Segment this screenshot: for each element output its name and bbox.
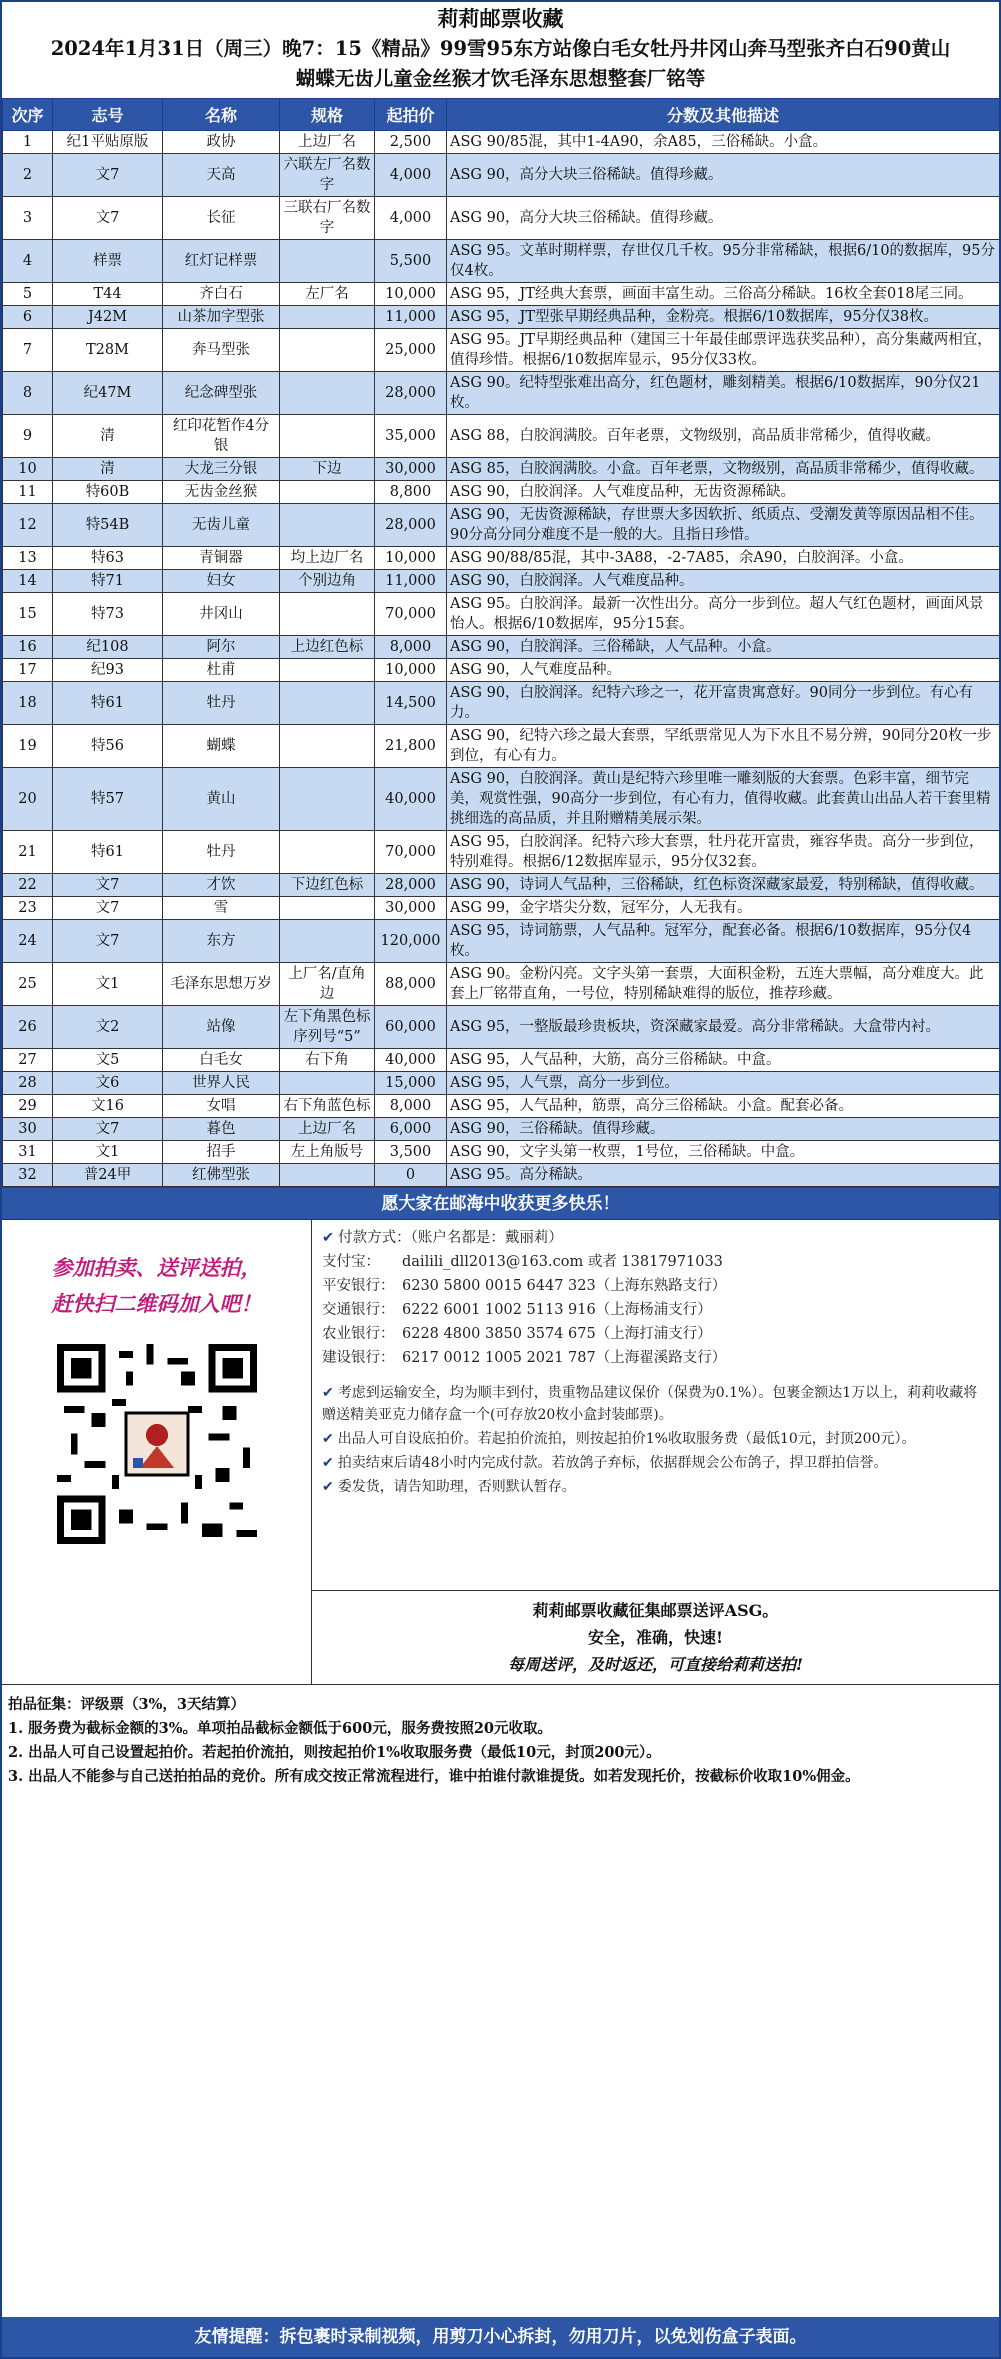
table-row xyxy=(3,920,1000,963)
note-text: 出品人可自设底拍价。若起拍价流拍，则按起拍价1%收取服务费（最低10元，封顶200元）。 xyxy=(337,1431,916,1447)
cell-price: 14,500 xyxy=(375,682,447,725)
cell-no: 9 xyxy=(3,415,53,458)
cell-no: 14 xyxy=(3,570,53,593)
cell-code: 特57 xyxy=(53,768,163,831)
account-label: 交通银行： xyxy=(322,1302,395,1318)
cell-code: 纪108 xyxy=(53,636,163,659)
account-value: dailili_dll2013@163.com 或者 13817971033 xyxy=(402,1254,723,1270)
cell-spec xyxy=(280,372,375,415)
cell-name: 井冈山 xyxy=(163,593,280,636)
cell-name: 纪念碑型张 xyxy=(163,372,280,415)
cell-spec: 下边 xyxy=(280,458,375,481)
cell-price: 8,000 xyxy=(375,1095,447,1118)
cell-spec: 三联右厂名数字 xyxy=(280,197,375,240)
table-row xyxy=(3,131,1000,154)
cell-price: 3,500 xyxy=(375,1141,447,1164)
table-header-row xyxy=(3,99,1000,131)
greeting-banner: 愿大家在邮海中收获更多快乐！ xyxy=(2,1187,999,1219)
cell-name: 女唱 xyxy=(163,1095,280,1118)
cell-spec: 右下角蓝色标 xyxy=(280,1095,375,1118)
col-header-no: 次序 xyxy=(3,99,53,131)
cell-spec xyxy=(280,415,375,458)
cell-code: 特73 xyxy=(53,593,163,636)
cell-no: 21 xyxy=(3,831,53,874)
col-header-name: 名称 xyxy=(163,99,280,131)
note-item xyxy=(322,1476,989,1498)
cell-no: 28 xyxy=(3,1072,53,1095)
table-row xyxy=(3,504,1000,547)
cell-desc: ASG 95，诗词筋票，人气品种。冠军分，配套必备。根据6/10数据库，95分仅4枚。 xyxy=(447,920,1000,963)
cell-desc: ASG 95，人气票，高分一步到位。 xyxy=(447,1072,1000,1095)
cell-spec: 上边厂名 xyxy=(280,131,375,154)
cell-code: 特71 xyxy=(53,570,163,593)
table-row xyxy=(3,636,1000,659)
cell-name: 长征 xyxy=(163,197,280,240)
table-row xyxy=(3,659,1000,682)
check-icon: ✔ xyxy=(322,1230,335,1246)
cell-code: 特63 xyxy=(53,547,163,570)
cell-desc: ASG 90，纪特六珍之最大套票，罕纸票常见人为下水且不易分辨，90同分20枚一步到位，有心有力。 xyxy=(447,725,1000,768)
account-row xyxy=(322,1346,989,1370)
account-value: 6230 5800 0015 6447 323（上海东熟路支行） xyxy=(402,1278,727,1294)
cell-desc: ASG 95，JT经典大套票，画面丰富生动。三俗高分稀缺。16枚全套018尾三同。 xyxy=(447,283,1000,306)
cell-name: 红灯记样票 xyxy=(163,240,280,283)
cell-desc: ASG 95。JT早期经典品种（建国三十年最佳邮票评选获奖品种），高分集藏两相宜，值得珍惜。根据6/10数据库显示，95分仅33枚。 xyxy=(447,329,1000,372)
cell-price: 28,000 xyxy=(375,504,447,547)
cell-desc: ASG 99，金字塔尖分数，冠军分，人无我有。 xyxy=(447,897,1000,920)
cell-name: 妇女 xyxy=(163,570,280,593)
header xyxy=(2,2,999,98)
cell-no: 1 xyxy=(3,131,53,154)
cell-name: 杜甫 xyxy=(163,659,280,682)
cell-spec: 右下角 xyxy=(280,1049,375,1072)
col-header-price: 起拍价 xyxy=(375,99,447,131)
table-row xyxy=(3,240,1000,283)
cell-price: 5,500 xyxy=(375,240,447,283)
cell-code: 文7 xyxy=(53,197,163,240)
lots-table-body xyxy=(3,131,1000,1187)
cell-desc: ASG 90。金粉闪亮。文字头第一套票，大面积金粉，五连大票幅，高分难度大。此套上厂铭带直角，一号位，特别稀缺难得的版位，推荐珍藏。 xyxy=(447,963,1000,1006)
account-value: 6228 4800 3850 3574 675（上海打浦支行） xyxy=(402,1326,712,1342)
cell-no: 3 xyxy=(3,197,53,240)
cell-price: 60,000 xyxy=(375,1006,447,1049)
cell-desc: ASG 90，无齿资源稀缺，存世票大多因软折、纸质点、受潮发黄等原因品相不佳。90分高分同分难度不是一般的大。且指日珍惜。 xyxy=(447,504,1000,547)
cell-spec: 左下角黑色标序列号“5” xyxy=(280,1006,375,1049)
cell-price: 4,000 xyxy=(375,154,447,197)
cell-name: 站像 xyxy=(163,1006,280,1049)
cell-price: 40,000 xyxy=(375,768,447,831)
cell-code: 文1 xyxy=(53,1141,163,1164)
cell-desc: ASG 90，高分大块三俗稀缺。值得珍藏。 xyxy=(447,197,1000,240)
table-row xyxy=(3,1006,1000,1049)
cell-no: 12 xyxy=(3,504,53,547)
check-icon: ✔ xyxy=(322,1385,334,1401)
cell-spec: 六联左厂名数字 xyxy=(280,154,375,197)
col-header-desc: 分数及其他描述 xyxy=(447,99,1000,131)
account-label: 建设银行： xyxy=(322,1350,395,1366)
table-row xyxy=(3,1072,1000,1095)
account-value: 6222 6001 1002 5113 916（上海杨浦支行） xyxy=(402,1302,712,1318)
cell-spec xyxy=(280,306,375,329)
note-item xyxy=(322,1428,989,1450)
cell-no: 20 xyxy=(3,768,53,831)
cell-name: 无齿儿童 xyxy=(163,504,280,547)
table-row xyxy=(3,831,1000,874)
cell-no: 10 xyxy=(3,458,53,481)
cell-desc: ASG 90，白胶润泽。人气难度品种。 xyxy=(447,570,1000,593)
account-label: 支付宝： xyxy=(322,1254,380,1270)
note-text: 拍卖结束后请48小时内完成付款。若放鸽子弃标，依据群规会公布鸽子，捍卫群拍信誉。 xyxy=(337,1455,888,1471)
cell-code: 清 xyxy=(53,415,163,458)
cell-no: 7 xyxy=(3,329,53,372)
cell-name: 阿尔 xyxy=(163,636,280,659)
cell-spec xyxy=(280,504,375,547)
table-row xyxy=(3,897,1000,920)
cell-name: 红印花暂作4分银 xyxy=(163,415,280,458)
cell-no: 5 xyxy=(3,283,53,306)
cell-desc: ASG 95，白胶润泽。纪特六珍大套票，牡丹花开富贵，雍容华贵。高分一步到位，特别难得。根据6/12数据库显示，95分仅32套。 xyxy=(447,831,1000,874)
cell-code: 样票 xyxy=(53,240,163,283)
cell-name: 无齿金丝猴 xyxy=(163,481,280,504)
cell-no: 32 xyxy=(3,1164,53,1187)
cell-name: 世界人民 xyxy=(163,1072,280,1095)
cell-name: 蝴蝶 xyxy=(163,725,280,768)
cell-no: 23 xyxy=(3,897,53,920)
account-label: 农业银行： xyxy=(322,1326,395,1342)
cell-price: 88,000 xyxy=(375,963,447,1006)
cell-price: 28,000 xyxy=(375,372,447,415)
cell-no: 26 xyxy=(3,1006,53,1049)
table-row xyxy=(3,768,1000,831)
cell-spec xyxy=(280,659,375,682)
account-row xyxy=(322,1274,989,1298)
cell-code: 特61 xyxy=(53,831,163,874)
cell-no: 27 xyxy=(3,1049,53,1072)
cell-price: 15,000 xyxy=(375,1072,447,1095)
table-row xyxy=(3,306,1000,329)
cell-spec xyxy=(280,1072,375,1095)
cell-desc: ASG 88，白胶润满胶。百年老票，文物级别，高品质非常稀少，值得收藏。 xyxy=(447,415,1000,458)
cell-no: 4 xyxy=(3,240,53,283)
cell-no: 2 xyxy=(3,154,53,197)
table-row xyxy=(3,415,1000,458)
cell-price: 21,800 xyxy=(375,725,447,768)
slogan-line-3: 每周送评，及时返还，可直接给莉莉送拍! xyxy=(507,1655,804,1674)
cell-price: 40,000 xyxy=(375,1049,447,1072)
cell-spec xyxy=(280,920,375,963)
cell-spec xyxy=(280,240,375,283)
cell-spec xyxy=(280,725,375,768)
note-item xyxy=(322,1382,989,1426)
cell-desc: ASG 90，白胶润泽。三俗稀缺，人气品种。小盒。 xyxy=(447,636,1000,659)
cell-price: 30,000 xyxy=(375,458,447,481)
cell-code: 文6 xyxy=(53,1072,163,1095)
account-value: 6217 0012 1005 2021 787（上海翟溪路支行） xyxy=(402,1350,727,1366)
col-header-spec: 规格 xyxy=(280,99,375,131)
cell-price: 10,000 xyxy=(375,659,447,682)
cell-spec xyxy=(280,897,375,920)
cell-price: 35,000 xyxy=(375,415,447,458)
col-header-code: 志号 xyxy=(53,99,163,131)
table-row xyxy=(3,283,1000,306)
cell-name: 暮色 xyxy=(163,1118,280,1141)
cell-spec xyxy=(280,831,375,874)
cell-code: 清 xyxy=(53,458,163,481)
cell-price: 11,000 xyxy=(375,306,447,329)
table-row xyxy=(3,682,1000,725)
table-row xyxy=(3,481,1000,504)
slogan-line-2: 安全，准确，快速! xyxy=(587,1628,724,1647)
cell-code: 普24甲 xyxy=(53,1164,163,1187)
cell-code: T44 xyxy=(53,283,163,306)
cell-no: 31 xyxy=(3,1141,53,1164)
table-row xyxy=(3,570,1000,593)
cell-spec: 左上角版号 xyxy=(280,1141,375,1164)
cell-spec xyxy=(280,329,375,372)
cell-price: 10,000 xyxy=(375,547,447,570)
cell-spec: 个别边角 xyxy=(280,570,375,593)
cell-no: 15 xyxy=(3,593,53,636)
table-row xyxy=(3,154,1000,197)
consignment-rules xyxy=(2,1685,999,1797)
cell-desc: ASG 95，JT型张早期经典品种，金粉亮。根据6/10数据库，95分仅38枚。 xyxy=(447,306,1000,329)
cell-desc: ASG 90，人气难度品种。 xyxy=(447,659,1000,682)
table-row xyxy=(3,593,1000,636)
cell-desc: ASG 90，白胶润泽。人气难度品种，无齿资源稀缺。 xyxy=(447,481,1000,504)
promo-panel xyxy=(2,1220,312,1684)
cell-name: 雪 xyxy=(163,897,280,920)
account-label: 平安银行： xyxy=(322,1278,395,1294)
cell-name: 才饮 xyxy=(163,874,280,897)
cell-price: 28,000 xyxy=(375,874,447,897)
shipping-notes xyxy=(312,1376,999,1506)
cell-desc: ASG 85，白胶润满胶。小盒。百年老票，文物级别，高品质非常稀少，值得收藏。 xyxy=(447,458,1000,481)
cell-name: 牡丹 xyxy=(163,682,280,725)
account-row xyxy=(322,1298,989,1322)
cell-no: 16 xyxy=(3,636,53,659)
note-text: 委发货，请告知助理，否则默认暂存。 xyxy=(337,1479,576,1495)
cell-desc: ASG 95。文革时期样票，存世仅几千枚。95分非常稀缺，根据6/10的数据库，95分仅4枚。 xyxy=(447,240,1000,283)
cell-code: 文7 xyxy=(53,874,163,897)
cell-spec xyxy=(280,481,375,504)
payment-panel xyxy=(312,1220,999,1684)
rule-item: 2. 出品人可自己设置起拍价。若起拍价流拍，则按起拍价1%收取服务费（最低10元，封顶200元）。 xyxy=(8,1744,661,1761)
cell-price: 0 xyxy=(375,1164,447,1187)
cell-name: 齐白石 xyxy=(163,283,280,306)
cell-price: 30,000 xyxy=(375,897,447,920)
cell-desc: ASG 90/88/85混，其中-3A88，-2-7A85，余A90，白胶润泽。小盒。 xyxy=(447,547,1000,570)
cell-name: 大龙三分银 xyxy=(163,458,280,481)
rule-item: 1. 服务费为截标金额的3%。单项拍品截标金额低于600元，服务费按照20元收取。 xyxy=(8,1720,552,1737)
cell-price: 25,000 xyxy=(375,329,447,372)
table-row xyxy=(3,1141,1000,1164)
cell-no: 25 xyxy=(3,963,53,1006)
cell-desc: ASG 90，白胶润泽。黄山是纪特六珍里唯一雕刻版的大套票。色彩丰富，细节完美，观赏性强，90高分一步到位，有心有力，值得收藏。此套黄山出品人若干套里精挑细选的高品质，并且附赠精美展示架。 xyxy=(447,768,1000,831)
cell-no: 30 xyxy=(3,1118,53,1141)
consignment-slogan xyxy=(312,1590,999,1684)
cell-no: 24 xyxy=(3,920,53,963)
cell-code: 纪93 xyxy=(53,659,163,682)
cell-no: 17 xyxy=(3,659,53,682)
cell-code: 文1 xyxy=(53,963,163,1006)
cell-desc: ASG 95，人气品种，筋票，高分三俗稀缺。小盒。配套必备。 xyxy=(447,1095,1000,1118)
payment-info xyxy=(312,1220,999,1376)
lots-table xyxy=(2,98,1000,1187)
table-row xyxy=(3,874,1000,897)
cell-price: 10,000 xyxy=(375,283,447,306)
cell-code: J42M xyxy=(53,306,163,329)
table-row xyxy=(3,1095,1000,1118)
cell-spec: 左厂名 xyxy=(280,283,375,306)
table-row xyxy=(3,197,1000,240)
qr-code-icon[interactable] xyxy=(57,1344,257,1544)
cell-desc: ASG 90，诗词人气品种，三俗稀缺，红色标资深藏家最爱，特别稀缺，值得收藏。 xyxy=(447,874,1000,897)
cell-spec: 上边红色标 xyxy=(280,636,375,659)
account-row xyxy=(322,1250,989,1274)
cell-spec: 上厂名/直角边 xyxy=(280,963,375,1006)
cell-price: 120,000 xyxy=(375,920,447,963)
cell-name: 白毛女 xyxy=(163,1049,280,1072)
cell-code: 文5 xyxy=(53,1049,163,1072)
cell-code: 特56 xyxy=(53,725,163,768)
cell-code: 特54B xyxy=(53,504,163,547)
slogan-line-1: 莉莉邮票收藏征集邮票送评ASG。 xyxy=(532,1601,779,1620)
cell-price: 11,000 xyxy=(375,570,447,593)
cell-code: 文7 xyxy=(53,920,163,963)
cell-desc: ASG 95。白胶润泽。最新一次性出分。高分一步到位。超人气红色题材，画面风景怡人。根据6/10数据库，95分15套。 xyxy=(447,593,1000,636)
payment-title: ✔ 付款方式：（账户名都是：戴丽莉） xyxy=(322,1230,563,1246)
table-row xyxy=(3,725,1000,768)
cell-name: 天高 xyxy=(163,154,280,197)
note-text: 考虑到运输安全，均为顺丰到付，贵重物品建议保价（保费为0.1%）。包裹金额达1万以上，莉莉收藏将赠送精美亚克力储存盒一个(可存放20枚小盒封装邮票)。 xyxy=(322,1385,978,1423)
cell-no: 22 xyxy=(3,874,53,897)
footer-reminder: 友情提醒：拆包裹时录制视频，用剪刀小心拆封，勿用刀片，以免划伤盒子表面。 xyxy=(2,2317,999,2357)
cell-code: 文7 xyxy=(53,897,163,920)
cell-code: 文7 xyxy=(53,1118,163,1141)
cell-price: 6,000 xyxy=(375,1118,447,1141)
promo-line-1: 参加拍卖、送评送拍， xyxy=(51,1255,262,1280)
rule-item: 拍品征集：评级票（3%，3天结算） xyxy=(8,1696,245,1713)
cell-no: 29 xyxy=(3,1095,53,1118)
promo-line-2: 赶快扫二维码加入吧！ xyxy=(51,1291,262,1316)
cell-spec: 上边厂名 xyxy=(280,1118,375,1141)
cell-spec xyxy=(280,593,375,636)
rule-item: 3. 出品人不能参与自己送拍拍品的竞价。所有成交按正常流程进行，谁中拍谁付款谁提货。如若发现托价，按截标价收取10%佣金。 xyxy=(8,1768,860,1785)
header-line-3: 蝴蝶无齿儿童金丝猴才饮毛泽东思想整套厂铭等 xyxy=(295,67,706,90)
cell-price: 8,800 xyxy=(375,481,447,504)
cell-desc: ASG 90，三俗稀缺。值得珍藏。 xyxy=(447,1118,1000,1141)
cell-code: 文2 xyxy=(53,1006,163,1049)
cell-code: 文16 xyxy=(53,1095,163,1118)
cell-no: 13 xyxy=(3,547,53,570)
table-row xyxy=(3,329,1000,372)
cell-no: 8 xyxy=(3,372,53,415)
cell-code: 纪47M xyxy=(53,372,163,415)
cell-spec xyxy=(280,1164,375,1187)
cell-desc: ASG 95。高分稀缺。 xyxy=(447,1164,1000,1187)
table-row xyxy=(3,372,1000,415)
cell-code: 文7 xyxy=(53,154,163,197)
cell-spec xyxy=(280,682,375,725)
cell-name: 毛泽东思想万岁 xyxy=(163,963,280,1006)
cell-name: 招手 xyxy=(163,1141,280,1164)
table-row xyxy=(3,1164,1000,1187)
cell-no: 11 xyxy=(3,481,53,504)
table-row xyxy=(3,1049,1000,1072)
cell-name: 奔马型张 xyxy=(163,329,280,372)
table-row xyxy=(3,1118,1000,1141)
cell-spec: 下边红色标 xyxy=(280,874,375,897)
cell-desc: ASG 90，高分大块三俗稀缺。值得珍藏。 xyxy=(447,154,1000,197)
info-section xyxy=(2,1219,999,1685)
cell-code: 特61 xyxy=(53,682,163,725)
cell-no: 18 xyxy=(3,682,53,725)
cell-desc: ASG 90，白胶润泽。纪特六珍之一，花开富贵寓意好。90同分一步到位。有心有力。 xyxy=(447,682,1000,725)
note-item xyxy=(322,1452,989,1474)
check-icon: ✔ xyxy=(322,1431,334,1447)
cell-name: 青铜器 xyxy=(163,547,280,570)
cell-name: 东方 xyxy=(163,920,280,963)
cell-desc: ASG 90/85混，其中1-4A90，余A85，三俗稀缺。小盒。 xyxy=(447,131,1000,154)
cell-desc: ASG 95，人气品种，大筋，高分三俗稀缺。中盒。 xyxy=(447,1049,1000,1072)
cell-no: 6 xyxy=(3,306,53,329)
check-icon: ✔ xyxy=(322,1455,334,1471)
account-row xyxy=(322,1322,989,1346)
table-row xyxy=(3,458,1000,481)
header-line-2: 2024年1月31日（周三）晚7：15《精品》99雪95东方站像白毛女牡丹井冈山奔马型张齐白石90黄山 xyxy=(50,37,951,60)
cell-spec: 均上边厂名 xyxy=(280,547,375,570)
page-title: 莉莉邮票收藏 xyxy=(437,6,564,31)
cell-name: 黄山 xyxy=(163,768,280,831)
cell-desc: ASG 95，一整版最珍贵板块，资深藏家最爱。高分非常稀缺。大盒带内衬。 xyxy=(447,1006,1000,1049)
cell-name: 红佛型张 xyxy=(163,1164,280,1187)
cell-no: 19 xyxy=(3,725,53,768)
cell-code: 纪1平贴原版 xyxy=(53,131,163,154)
account-list xyxy=(322,1250,989,1370)
cell-name: 牡丹 xyxy=(163,831,280,874)
cell-price: 70,000 xyxy=(375,593,447,636)
check-icon: ✔ xyxy=(322,1479,334,1495)
cell-name: 政协 xyxy=(163,131,280,154)
cell-name: 山茶加字型张 xyxy=(163,306,280,329)
cell-spec xyxy=(280,768,375,831)
cell-code: 特60B xyxy=(53,481,163,504)
cell-price: 8,000 xyxy=(375,636,447,659)
cell-code: T28M xyxy=(53,329,163,372)
table-row xyxy=(3,547,1000,570)
cell-price: 2,500 xyxy=(375,131,447,154)
cell-price: 4,000 xyxy=(375,197,447,240)
cell-price: 70,000 xyxy=(375,831,447,874)
cell-desc: ASG 90，文字头第一枚票，1号位，三俗稀缺。中盒。 xyxy=(447,1141,1000,1164)
cell-desc: ASG 90。纪特型张难出高分，红色题材，雕刻精美。根据6/10数据库，90分仅21枚。 xyxy=(447,372,1000,415)
table-row xyxy=(3,963,1000,1006)
